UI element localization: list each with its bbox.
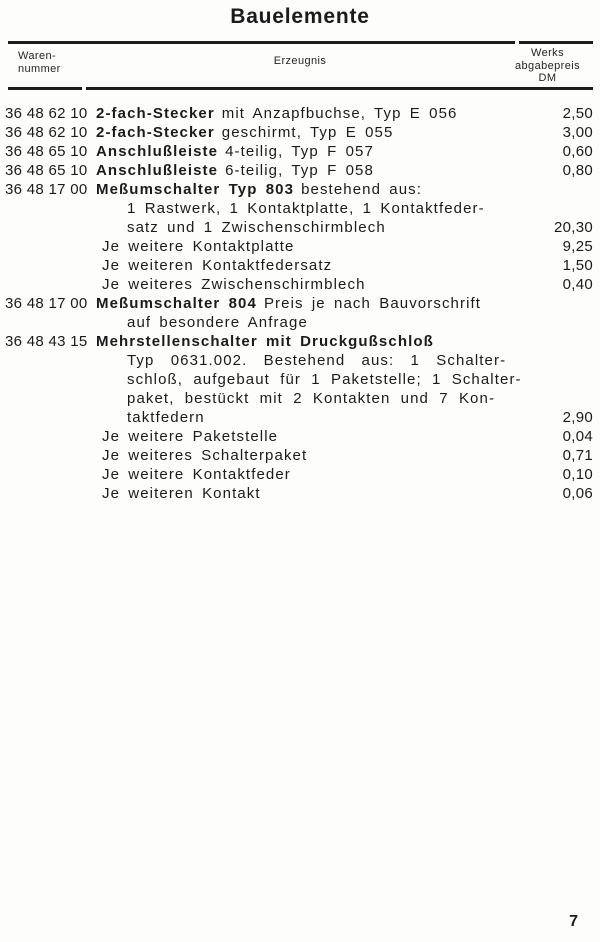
product-description: mit Anzapfbuchse, Typ E 056 [221,105,458,122]
erzeugnis-cell [96,446,531,465]
erzeugnis-cell [96,237,531,256]
price-cell [531,180,593,199]
price-cell: 1,50 [562,257,593,274]
table-row [5,332,593,351]
column-header-warennummer-line2: nummer [18,62,61,75]
product-description: Typ 0631.002. Bestehend aus: 1 Schalter- [127,352,507,369]
warennummer-cell: 36 48 43 15 [5,333,88,350]
price-cell: 0,80 [562,162,593,179]
price-cell: 0,06 [562,485,593,502]
table-row [5,446,593,465]
table-row [5,427,593,446]
product-description: Je weitere Kontaktfeder [102,466,291,483]
table-row [5,313,593,332]
table-row [5,123,593,142]
erzeugnis-cell [96,218,531,237]
warennummer-cell [5,408,96,427]
warennummer-cell [5,484,96,503]
erzeugnis-cell [96,104,531,123]
product-name-bold: Anschlußleiste [96,143,219,160]
table-row [5,465,593,484]
product-description: satz und 1 Zwischenschirmblech [127,219,386,236]
product-name-bold: 2-fach-Stecker [96,124,215,141]
product-description: schloß, aufgebaut für 1 Paketstelle; 1 Schalter- [127,371,522,388]
price-cell [531,351,593,370]
column-header-werksabgabepreis [500,47,595,85]
table-row [5,351,593,370]
warennummer-cell [5,465,96,484]
erzeugnis-cell [96,123,531,142]
price-cell: 2,90 [562,409,593,426]
page-number: 7 [569,913,578,930]
price-cell: 0,40 [562,276,593,293]
warennummer-cell [5,370,96,389]
warennummer-cell: 36 48 62 10 [5,124,88,141]
table-row [5,389,593,408]
product-description: 4-teilig, Typ F 057 [225,143,374,160]
warennummer-cell [5,313,96,332]
product-description: 6-teilig, Typ F 058 [225,162,374,179]
table-row [5,275,593,294]
column-header-price-line3: DM [538,72,557,84]
table-header-rule-right-segment [86,87,593,90]
price-cell [531,199,593,218]
product-name-bold: Meßumschalter Typ 803 [96,181,295,198]
table-row [5,218,593,237]
product-name-bold: Mehrstellenschalter mit Druckgußschloß [96,333,434,350]
erzeugnis-cell [96,351,531,370]
product-description: Preis je nach Bauvorschrift [263,295,482,312]
product-description: paket, bestückt mit 2 Kontakten und 7 Kon- [127,390,496,407]
table-row [5,256,593,275]
table-row [5,237,593,256]
table-row [5,142,593,161]
erzeugnis-cell [96,199,531,218]
table-row [5,104,593,123]
erzeugnis-cell [96,180,531,199]
erzeugnis-cell [96,427,531,446]
table-row [5,161,593,180]
price-cell [531,370,593,389]
warennummer-cell [5,237,96,256]
price-cell [531,294,593,313]
product-description: Je weitere Kontaktplatte [102,238,295,255]
erzeugnis-cell [96,294,531,313]
table-row [5,484,593,503]
product-description: Je weiteren Kontakt [102,485,261,502]
erzeugnis-cell [96,275,531,294]
table-row [5,294,593,313]
erzeugnis-cell [96,465,531,484]
column-header-erzeugnis: Erzeugnis [273,55,327,67]
price-cell: 0,04 [562,428,593,445]
warennummer-cell: 36 48 62 10 [5,105,88,122]
table-row [5,199,593,218]
warennummer-cell [5,256,96,275]
erzeugnis-cell [96,161,531,180]
table-body [5,104,593,503]
table-row [5,180,593,199]
price-cell [531,389,593,408]
warennummer-cell: 36 48 65 10 [5,143,88,160]
price-cell: 20,30 [553,219,593,236]
table-top-rule-right-segment [519,41,593,44]
warennummer-cell [5,389,96,408]
product-description: Je weiteren Kontaktfedersatz [102,257,333,274]
warennummer-cell: 36 48 17 00 [5,295,88,312]
price-cell: 0,10 [562,466,593,483]
column-header-warennummer-line1: Waren- [18,50,57,62]
page-title: Bauelemente [230,5,370,28]
erzeugnis-cell [96,370,531,389]
column-header-price-line2: abgabepreis [515,59,580,72]
price-cell: 9,25 [562,238,593,255]
price-cell: 3,00 [562,124,593,141]
erzeugnis-cell [96,256,531,275]
warennummer-cell [5,351,96,370]
price-cell [531,313,593,332]
warennummer-cell [5,199,96,218]
product-description: Je weiteres Schalterpaket [102,447,308,464]
warennummer-cell: 36 48 65 10 [5,162,88,179]
table-row [5,408,593,427]
price-cell [531,332,593,351]
product-description: Je weiteres Zwischenschirmblech [102,276,366,293]
table-header-rule-left-segment [8,87,82,90]
warennummer-cell [5,218,96,237]
warennummer-cell [5,275,96,294]
price-cell: 2,50 [562,105,593,122]
erzeugnis-cell [96,408,531,427]
warennummer-cell: 36 48 17 00 [5,181,88,198]
erzeugnis-cell [96,389,531,408]
product-name-bold: 2-fach-Stecker [96,105,215,122]
product-description: geschirmt, Typ E 055 [221,124,394,141]
table-row [5,370,593,389]
product-description: bestehend aus: [301,181,423,198]
product-name-bold: Meßumschalter 804 [96,295,257,312]
price-cell: 0,60 [562,143,593,160]
erzeugnis-cell [96,484,531,503]
table-top-rule-left-segment [8,41,515,44]
erzeugnis-cell [96,313,531,332]
warennummer-cell [5,446,96,465]
product-name-bold: Anschlußleiste [96,162,219,179]
erzeugnis-cell [96,142,531,161]
product-description: auf besondere Anfrage [127,314,308,331]
erzeugnis-cell [96,332,531,351]
warennummer-cell [5,427,96,446]
price-cell: 0,71 [562,447,593,464]
product-description: taktfedern [127,409,205,426]
column-header-price-line1: Werks [531,47,564,59]
product-description: 1 Rastwerk, 1 Kontaktplatte, 1 Kontaktfeder- [127,200,485,217]
product-description: Je weitere Paketstelle [102,428,279,445]
